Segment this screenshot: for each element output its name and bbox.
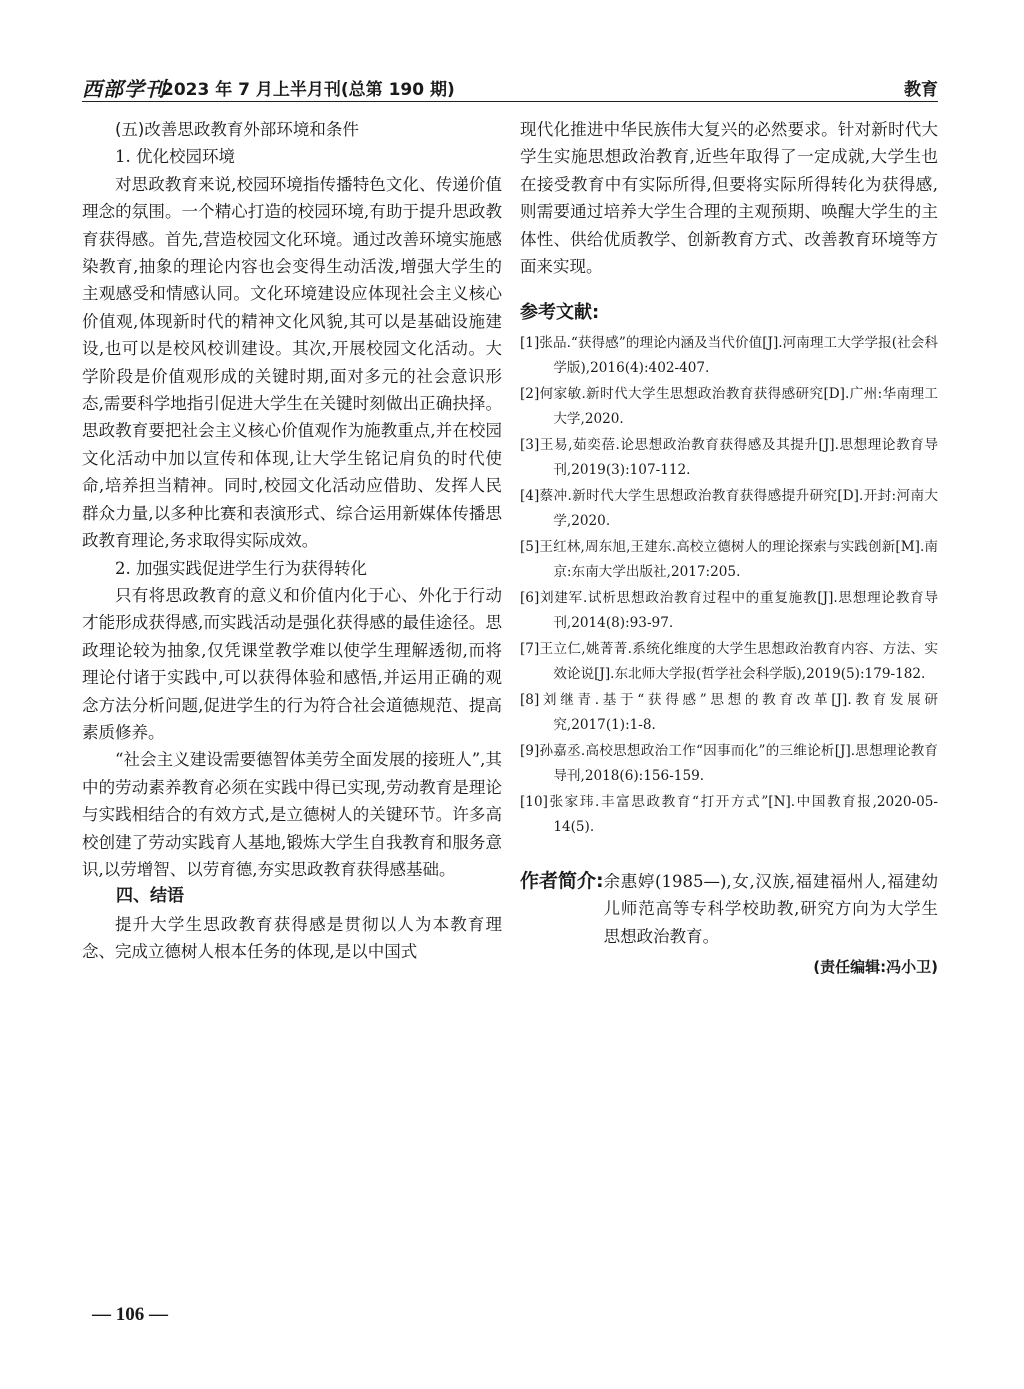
reference-item: [3]王易,茹奕蓓.论思想政治教育获得感及其提升[J].思想理论教育导刊,2019(3):107-112. [520,436,938,479]
author-label: 作者简介: [520,869,604,892]
journal-name: 西部学刊 [82,77,166,101]
reference-item: [9]孙嘉丞.高校思想政治工作“因事而化”的三维论析[J].思想理论教育导刊,2018(6):156-159. [520,742,938,785]
issue-info: 2023 年 7 月上半月刊(总第 190 期) [162,80,455,100]
paragraph: 对思政教育来说,校园环境指传播特色文化、传递价值理念的氛围。一个精心打造的校园环境,有助于提升思政教育获得感。首先,营造校园文化环境。通过改善环境实施感染教育,抽象的理论内容也会变得生动活泼,增强大学生的主观感受和情感认同。文化环境建设应体现社会主义核心价值观,体现新时代的精神文化风貌,其可以是基础设施建设,也可以是校风校训建设。其次,开展校园文化活动。大学阶段是价值观形成的关键时期,面对多元的社会意识形态,需要科学地指引促进大学生在关键时刻做出正确抉择。思政教育要把社会主义核心价值观作为施教重点,并在校园文化活动中加以宣传和体现,让大学生铭记肩负的时代使命,培养担当精神。同时,校园文化活动应借助、发挥人民群众力量,以多种比赛和表演形式、综合运用新媒体传播思政教育理论,务求取得实际成效。 [82,174,502,551]
section-heading-conclusion: 四、结语 [116,886,184,907]
paragraph: 只有将思政教育的意义和价值内化于心、外化于行动才能形成获得感,而实践活动是强化获得感的最佳途径。思政理论较为抽象,仅凭课堂教学难以使学生理解透彻,而将理论付诸于实践中,可以获得体验和感悟,并运用正确的观念方法分析问题,促进学生的行为符合社会道德规范、提高素质修养。 [82,585,502,742]
reference-item: [2]何家敏.新时代大学生思想政治教育获得感研究[D].广州:华南理工大学,2020. [520,385,938,428]
reference-item: [5]王红林,周东旭,王建东.高校立德树人的理论探索与实践创新[M].南京:东南大学出版社,2017:205. [520,538,938,581]
subheading-1: 1. 优化校园环境 [115,147,235,167]
paragraph: 提升大学生思政教育获得感是贯彻以人为本教育理念、完成立德树人根本任务的体现,是以中国式 [82,914,502,962]
reference-item: [7]王立仁,姚菁菁.系统化维度的大学生思想政治教育内容、方法、实效论说[J].东北师大学报(哲学社会科学版),2019(5):179-182. [520,640,938,683]
paragraph: 现代化推进中华民族伟大复兴的必然要求。针对新时代大学生实施思想政治教育,近些年取得了一定成就,大学生也在接受教育中有实际所得,但要将实际所得转化为获得感,则需要通过培养大学生合理的主观预期、唤醒大学生的主体性、供给优质教学、创新教育方式、改善教育环境等方面来实现。 [520,120,938,277]
reference-item: [8]刘继青.基于“获得感”思想的教育改革[J].教育发展研究,2017(1):1-8. [520,691,938,734]
left-column [82,116,502,966]
header-rule [82,101,938,102]
reference-item: [10]张家玮.丰富思政教育“打开方式”[N].中国教育报,2020-05-14(5). [520,793,938,836]
reference-item: [6]刘建军.试析思想政治教育过程中的重复施教[J].思想理论教育导刊,2014(8):93-97. [520,589,938,632]
subheading-five: (五)改善思政教育外部环境和条件 [115,120,359,139]
reference-item: [4]蔡冲.新时代大学生思想政治教育获得感提升研究[D].开封:河南大学,2020. [520,487,938,530]
running-header [82,73,938,99]
paragraph: “社会主义建设需要德智体美劳全面发展的接班人”,其中的劳动素养教育必须在实践中得已实现,劳动教育是理论与实践相结合的有效方式,是立德树人的关键环节。许多高校创建了劳动实践育人基地,锻炼大学生自我教育和服务意识,以劳增智、以劳育德,夯实思政教育获得感基础。 [82,750,502,879]
section-name: 教育 [904,80,938,100]
subheading-2: 2. 加强实践促进学生行为获得转化 [115,558,367,578]
page-number: — 106 — [92,1304,168,1325]
editor-note: (责任编辑:冯小卫) [813,958,938,977]
right-column [520,116,938,981]
author-text: 余惠婷(1985—),女,汉族,福建福州人,福建幼儿师范高等专科学校助教,研究方向为大学生思想政治教育。 [603,871,938,946]
reference-list [520,331,938,841]
references-title: 参考文献: [520,302,600,324]
reference-item: [1]张品.“获得感”的理论内涵及当代价值[J].河南理工大学学报(社会科学版),2016(4):402-407. [520,334,938,377]
author-bio [520,868,938,950]
